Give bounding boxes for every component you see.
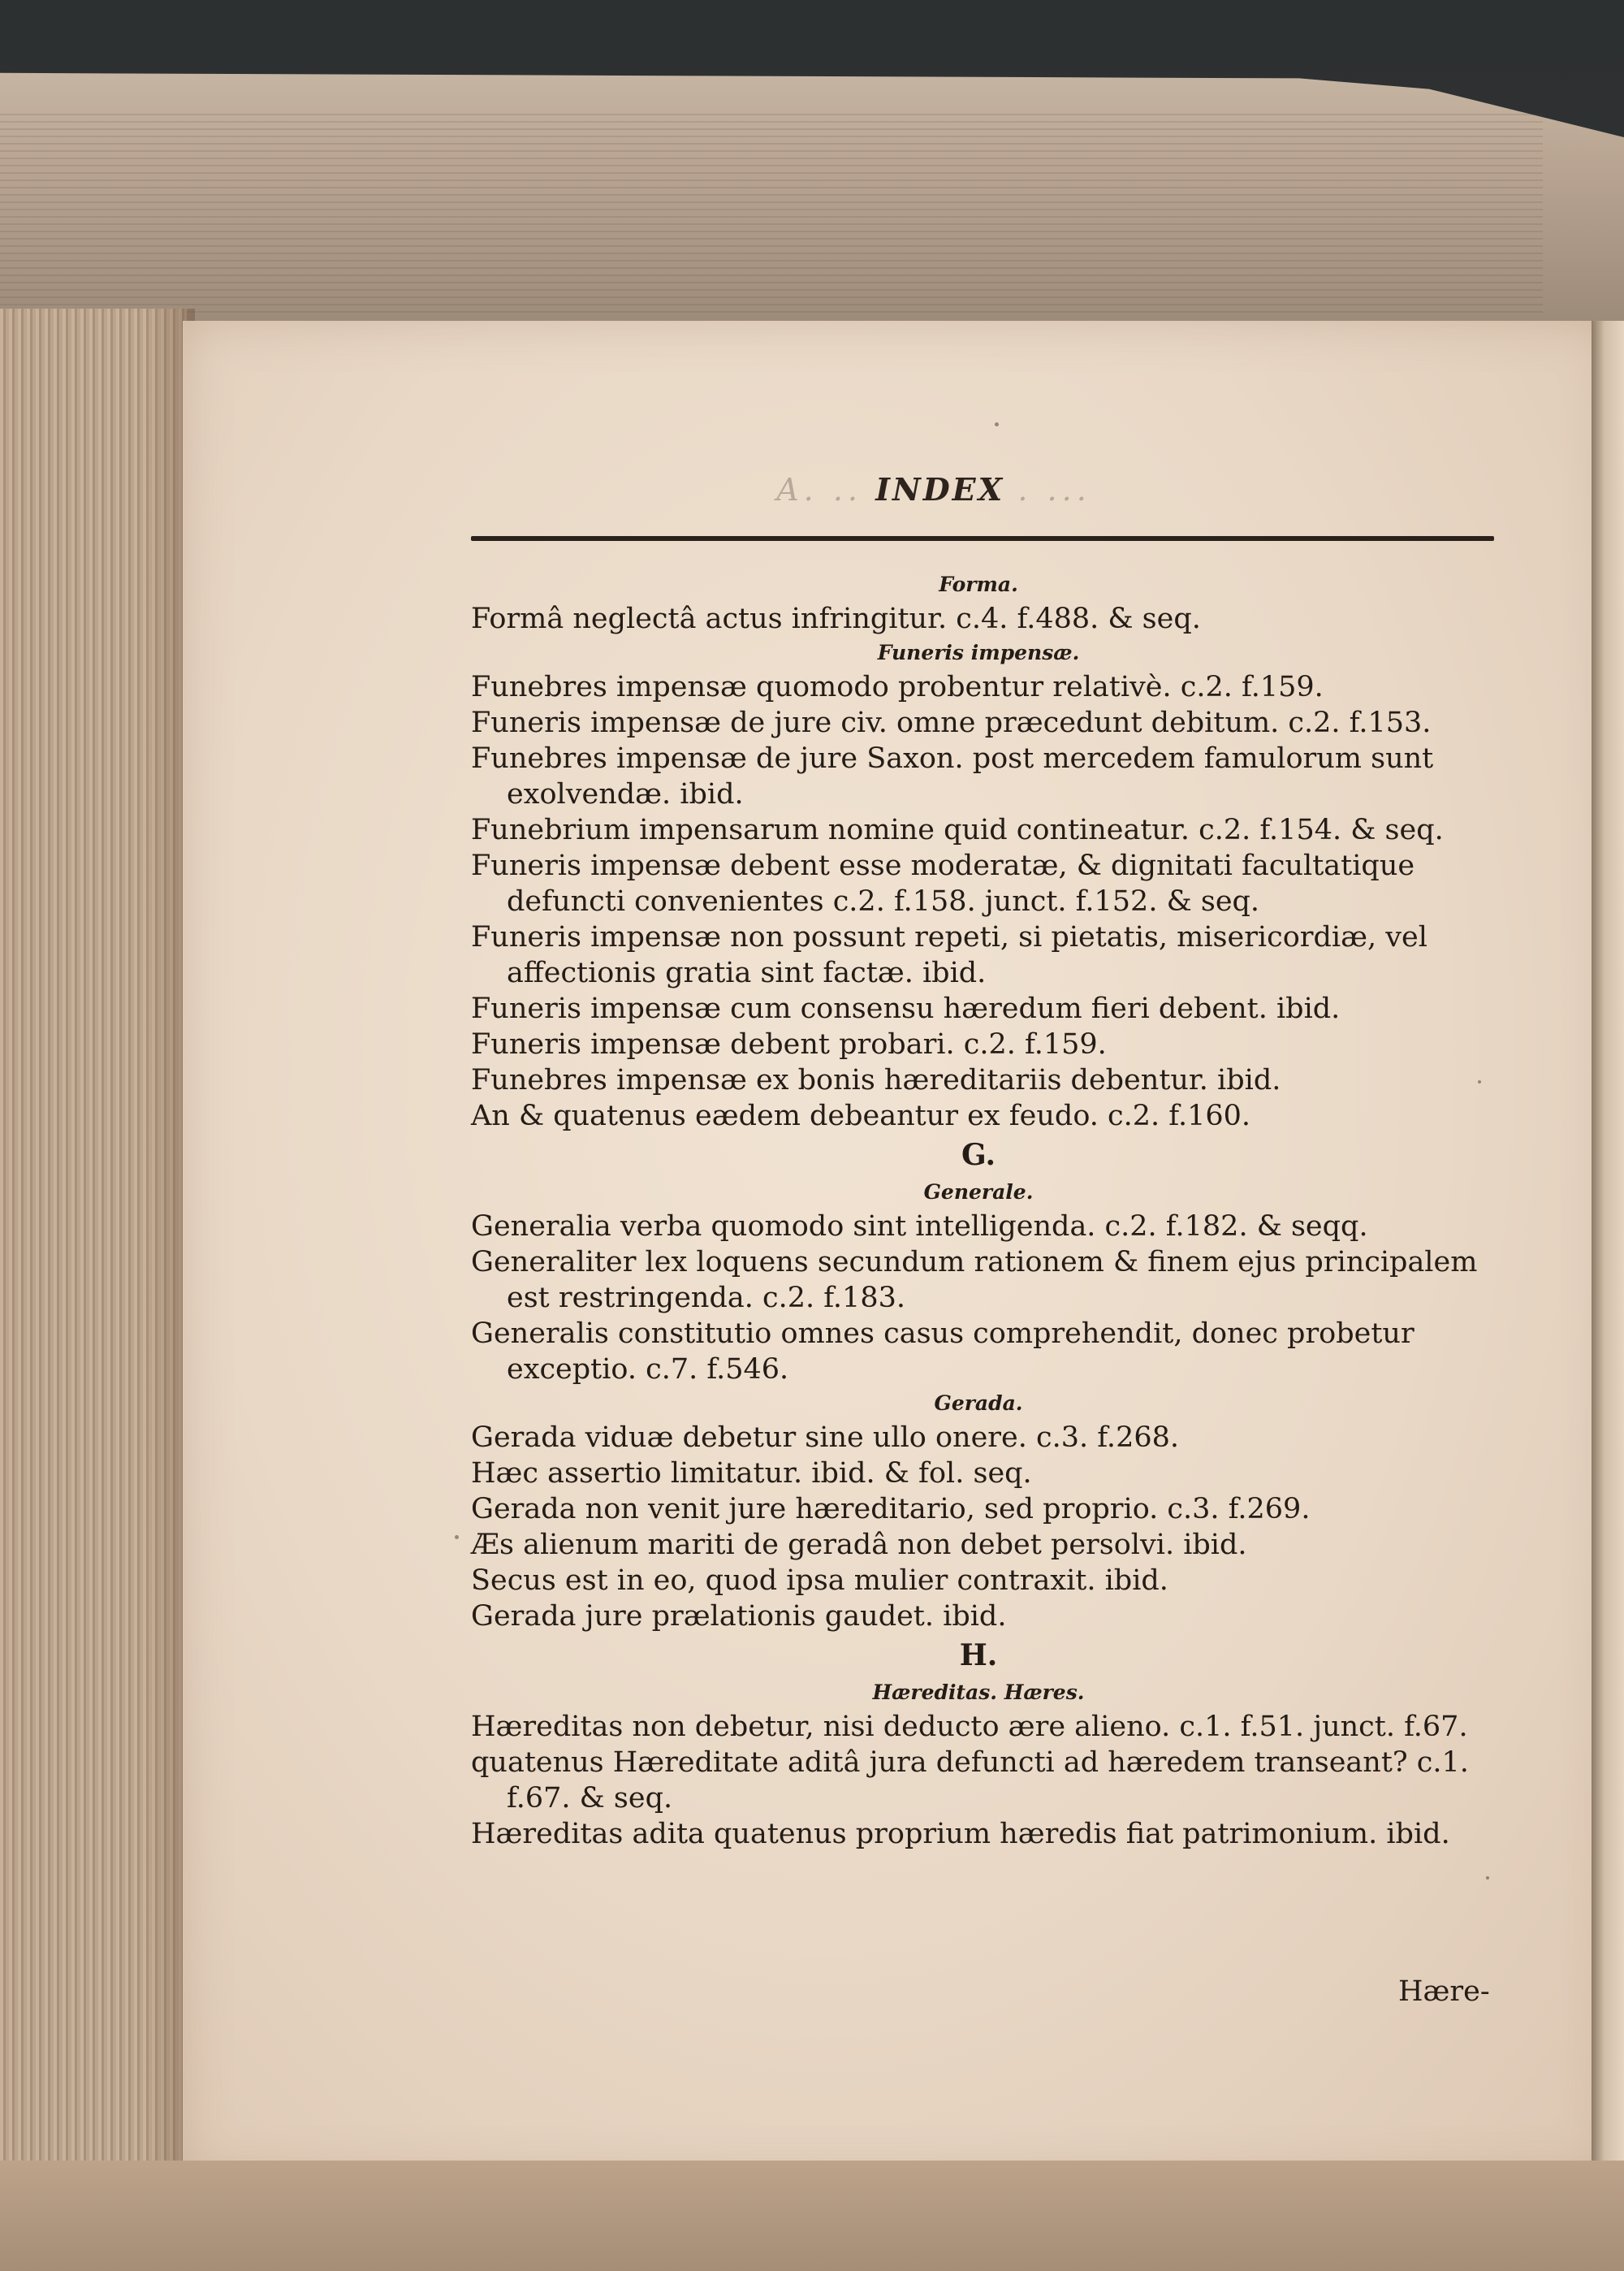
- page-stack-lines: [0, 114, 1543, 317]
- index-entry: Gerada non venit jure hæreditario, sed proprio. c.3. f.269.: [471, 1493, 1311, 1525]
- index-entry: Formâ neglectâ actus infringitur. c.4. f.488. & seq.: [471, 603, 1201, 635]
- index-entry: Gerada viduæ debetur sine ullo onere. c.3. f.268.: [471, 1421, 1179, 1454]
- ink-speck: [995, 422, 999, 426]
- section-heading: Forma.: [939, 573, 1018, 596]
- index-entry: An & quatenus eædem debeantur ex feudo. c.2. f.160.: [471, 1100, 1251, 1132]
- index-entry: Hæreditas non debetur, nisi deducto ære alieno. c.1. f.51. junct. f.67.: [471, 1711, 1468, 1743]
- page-title: INDEX: [875, 471, 1005, 508]
- index-entry: Funebres impensæ de jure Saxon. post mercedem famulorum sunt exolvendæ. ibid.: [471, 742, 1434, 811]
- index-entry: quatenus Hæreditate aditâ jura defuncti ad hæredem transeant? c.1. f.67. & seq.: [471, 1746, 1469, 1815]
- running-header: [731, 471, 1137, 520]
- ink-speck: [455, 1535, 459, 1539]
- ink-speck: [1486, 1876, 1489, 1880]
- section-heading: Funeris impensæ.: [877, 641, 1080, 664]
- ink-speck: [1478, 1080, 1481, 1084]
- show-through-right: . ...: [1017, 472, 1091, 508]
- index-entry: Generalia verba quomodo sint intelligenda. c.2. f.182. & seqq.: [471, 1210, 1368, 1243]
- section-heading: Hæreditas. Hæres.: [872, 1681, 1085, 1704]
- show-through-left: A. ..: [776, 472, 862, 508]
- index-entry: Hæc assertio limitatur. ibid. & fol. seq.: [471, 1457, 1032, 1490]
- book-gutter: [1592, 321, 1624, 2177]
- catchword: Hære-: [1398, 1975, 1490, 2008]
- index-entry: Funebres impensæ quomodo probentur relativè. c.2. f.159.: [471, 671, 1324, 703]
- index-entry: Funebrium impensarum nomine quid contineatur. c.2. f.154. & seq.: [471, 814, 1444, 846]
- letter-heading: G.: [961, 1138, 996, 1172]
- index-entry: Hæreditas adita quatenus proprium hæredis fiat patrimonium. ibid.: [471, 1818, 1450, 1850]
- index-entry: Gerada jure prælationis gaudet. ibid.: [471, 1600, 1007, 1633]
- index-body: [471, 569, 1518, 1852]
- index-entry: Funeris impensæ de jure civ. omne præcedunt debitum. c.2. f.153.: [471, 707, 1432, 739]
- index-entry: Secus est in eo, quod ipsa mulier contraxit. ibid.: [471, 1564, 1168, 1597]
- section-heading: Gerada.: [934, 1391, 1023, 1415]
- section-heading: Generale.: [923, 1180, 1034, 1204]
- index-entry: Funeris impensæ non possunt repeti, si pietatis, misericordiæ, vel affectionis gratia sint factæ. ibid.: [471, 921, 1427, 989]
- index-entry: Funeris impensæ debent probari. c.2. f.159.: [471, 1028, 1107, 1061]
- letter-heading: H.: [959, 1638, 998, 1672]
- index-entry: Funebres impensæ ex bonis hæreditariis debentur. ibid.: [471, 1064, 1281, 1097]
- index-entry: Funeris impensæ cum consensu hæredum fieri debent. ibid.: [471, 993, 1341, 1025]
- index-entry: Æs alienum mariti de geradâ non debet persolvi. ibid.: [471, 1529, 1247, 1561]
- index-entry: Generalis constitutio omnes casus comprehendit, donec probetur exceptio. c.7. f.546.: [471, 1317, 1415, 1386]
- index-entry: Funeris impensæ debent esse moderatæ, & dignitati facultatique defuncti convenientes c.2. f.158. junct. f.152. & seq.: [471, 850, 1415, 918]
- index-entry: Generaliter lex loquens secundum rationem & finem ejus principalem est restringenda. c.2. f.183.: [471, 1246, 1478, 1314]
- header-rule: [471, 536, 1494, 541]
- book-bottom-edge: [0, 2161, 1624, 2271]
